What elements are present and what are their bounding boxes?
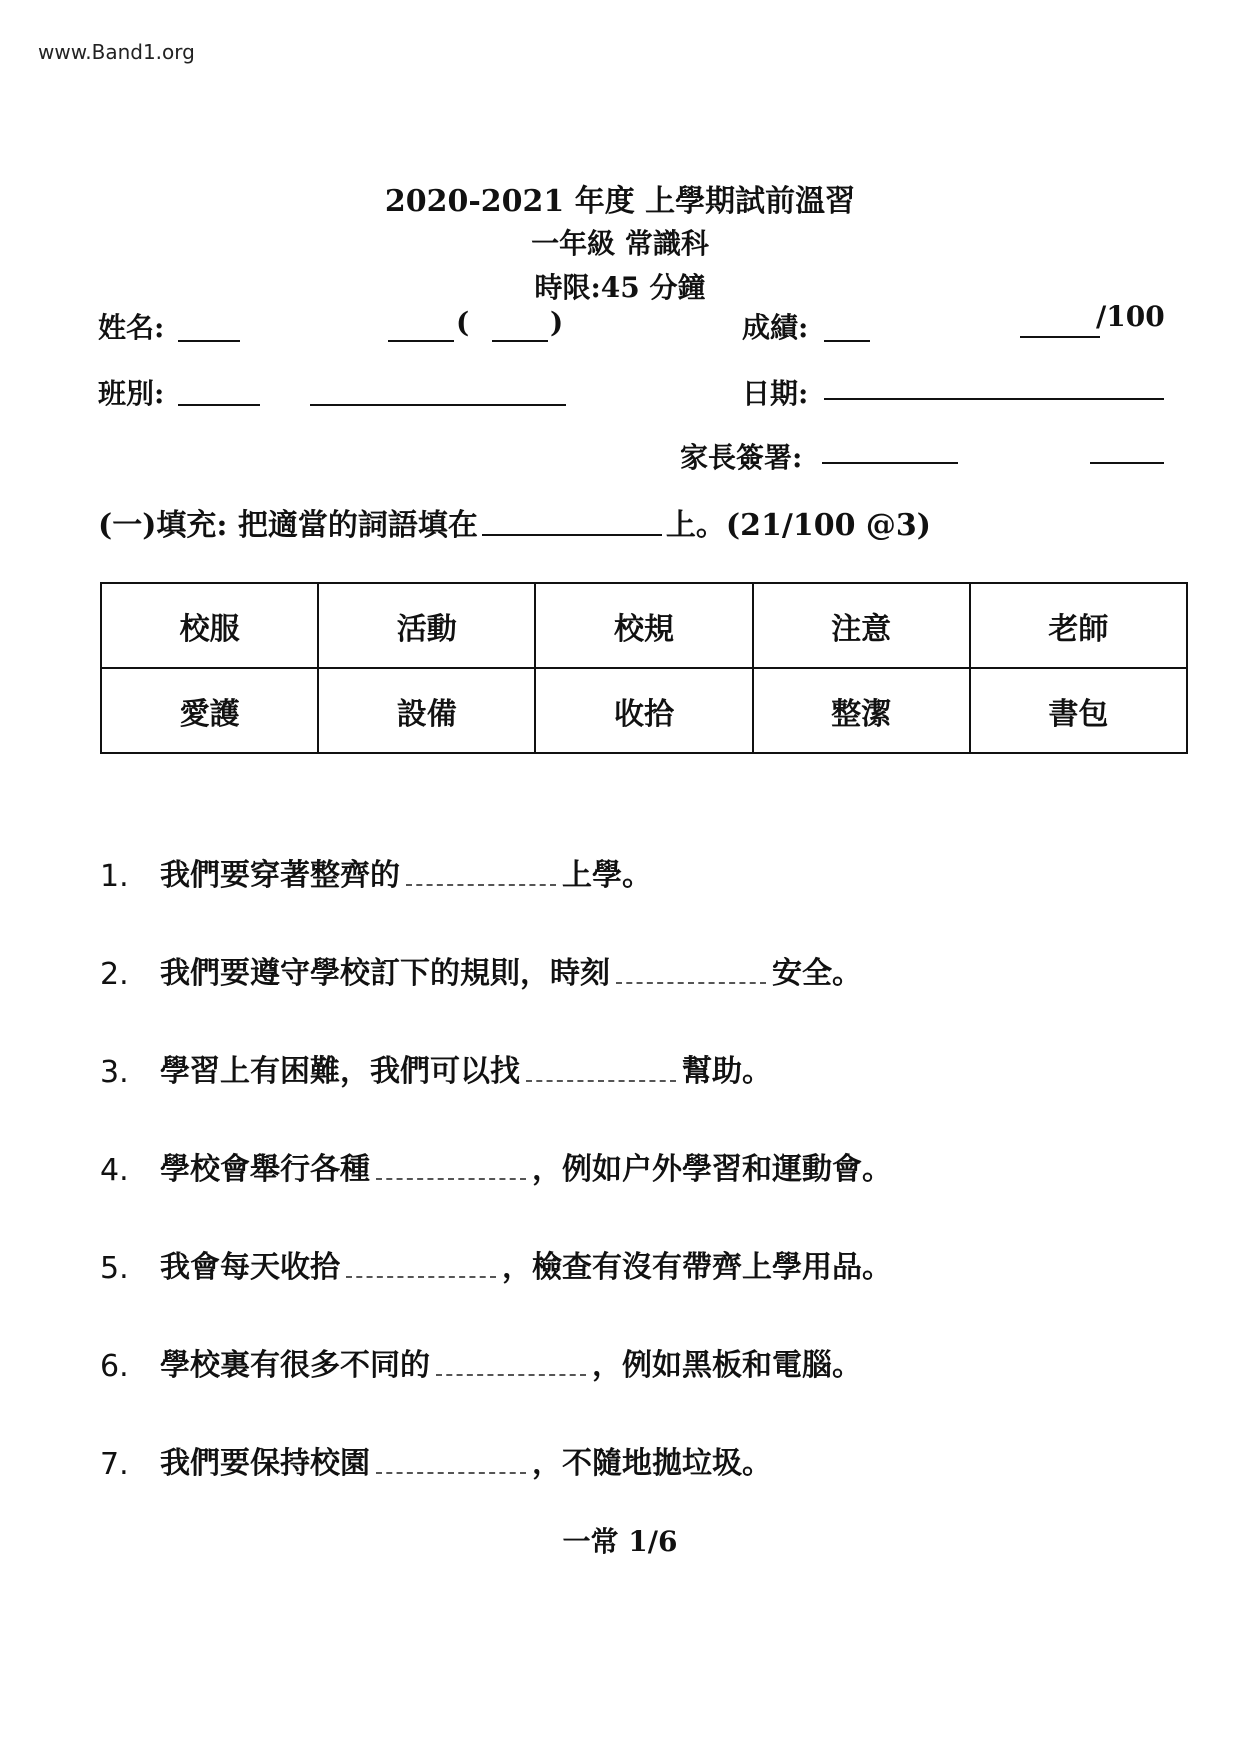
question-text-before: 學習上有困難，我們可以找 xyxy=(160,1054,520,1089)
class-number-blank[interactable] xyxy=(492,340,548,342)
question-text-before: 我們要保持校園 xyxy=(160,1446,370,1481)
name-label: 姓名: xyxy=(98,311,165,344)
date-blank[interactable] xyxy=(824,398,1164,400)
word-bank-cell: 愛護 xyxy=(101,668,318,753)
time-limit: 時限:45 分鐘 xyxy=(534,271,706,304)
score-blank-2[interactable] xyxy=(1020,336,1100,338)
parent-signature-label: 家長簽署: xyxy=(680,441,803,474)
word-bank-cell: 老師 xyxy=(970,583,1187,668)
class-number-paren-open: ( xyxy=(456,306,470,339)
answer-blank[interactable] xyxy=(376,1472,526,1474)
question-text-after: ，不隨地拋垃圾。 xyxy=(532,1446,772,1481)
word-bank-cell: 書包 xyxy=(970,668,1187,753)
question-2 xyxy=(100,948,862,992)
question-number: 5. xyxy=(100,1251,129,1286)
class-number-paren-close: ) xyxy=(550,306,564,339)
section-1-instruction: (一)填充: 把適當的詞語填在 xyxy=(98,508,478,543)
question-3 xyxy=(100,1046,772,1090)
word-bank-cell: 設備 xyxy=(318,668,535,753)
question-text-before: 我會每天收拾 xyxy=(160,1250,340,1285)
answer-blank[interactable] xyxy=(436,1374,586,1376)
word-bank-row xyxy=(101,583,1187,668)
class-blank[interactable] xyxy=(178,404,260,406)
question-number: 3. xyxy=(100,1055,129,1090)
class-label: 班別: xyxy=(98,377,165,410)
word-bank-table xyxy=(100,582,1188,754)
word-bank-row xyxy=(101,668,1187,753)
question-text-after: 上學。 xyxy=(562,858,652,893)
question-number: 1. xyxy=(100,859,129,894)
word-bank-cell: 活動 xyxy=(318,583,535,668)
question-number: 4. xyxy=(100,1153,129,1188)
date-label: 日期: xyxy=(742,377,809,410)
question-text-after: ，例如户外學習和運動會。 xyxy=(532,1152,892,1187)
question-text-after: ，例如黑板和電腦。 xyxy=(592,1348,862,1383)
answer-blank[interactable] xyxy=(616,982,766,984)
page-footer: 一常 1/6 xyxy=(562,1525,678,1558)
word-bank-cell: 收拾 xyxy=(535,668,752,753)
question-number: 7. xyxy=(100,1447,129,1482)
question-text-after: 幫助。 xyxy=(682,1054,772,1089)
question-text-before: 學校會舉行各種 xyxy=(160,1152,370,1187)
answer-blank[interactable] xyxy=(406,884,556,886)
question-text-after: ，檢查有沒有帶齊上學用品。 xyxy=(502,1250,892,1285)
section-1-title xyxy=(98,500,931,544)
question-text-before: 學校裏有很多不同的 xyxy=(160,1348,430,1383)
question-1 xyxy=(100,850,652,894)
score-label: 成績: xyxy=(742,311,809,344)
question-6 xyxy=(100,1340,862,1384)
name-blank[interactable] xyxy=(178,340,240,342)
word-bank-cell: 注意 xyxy=(753,583,970,668)
parent-signature-blank[interactable] xyxy=(822,462,958,464)
question-text-before: 我們要穿著整齊的 xyxy=(160,858,400,893)
grade-subject: 一年級 常識科 xyxy=(531,227,709,260)
question-5 xyxy=(100,1242,892,1286)
question-number: 6. xyxy=(100,1349,129,1384)
watermark-url: www.Band1.org xyxy=(38,40,195,64)
question-number: 2. xyxy=(100,957,129,992)
exam-title: 2020-2021 年度 上學期試前溫習 xyxy=(384,184,856,219)
answer-blank[interactable] xyxy=(376,1178,526,1180)
word-bank-cell: 校服 xyxy=(101,583,318,668)
section-1-marks: 上。(21/100 @3) xyxy=(665,508,931,543)
question-text-before: 我們要遵守學校訂下的規則，時刻 xyxy=(160,956,610,991)
question-4 xyxy=(100,1144,892,1188)
score-total: /100 xyxy=(1096,300,1165,333)
section-1-blank-example xyxy=(482,534,662,536)
word-bank-cell: 整潔 xyxy=(753,668,970,753)
name-blank-2[interactable] xyxy=(388,340,454,342)
answer-blank[interactable] xyxy=(346,1276,496,1278)
class-blank-2[interactable] xyxy=(310,404,566,406)
question-7 xyxy=(100,1438,772,1482)
question-text-after: 安全。 xyxy=(772,956,862,991)
word-bank-cell: 校規 xyxy=(535,583,752,668)
parent-signature-blank-2[interactable] xyxy=(1090,462,1164,464)
answer-blank[interactable] xyxy=(526,1080,676,1082)
score-blank[interactable] xyxy=(824,340,870,342)
